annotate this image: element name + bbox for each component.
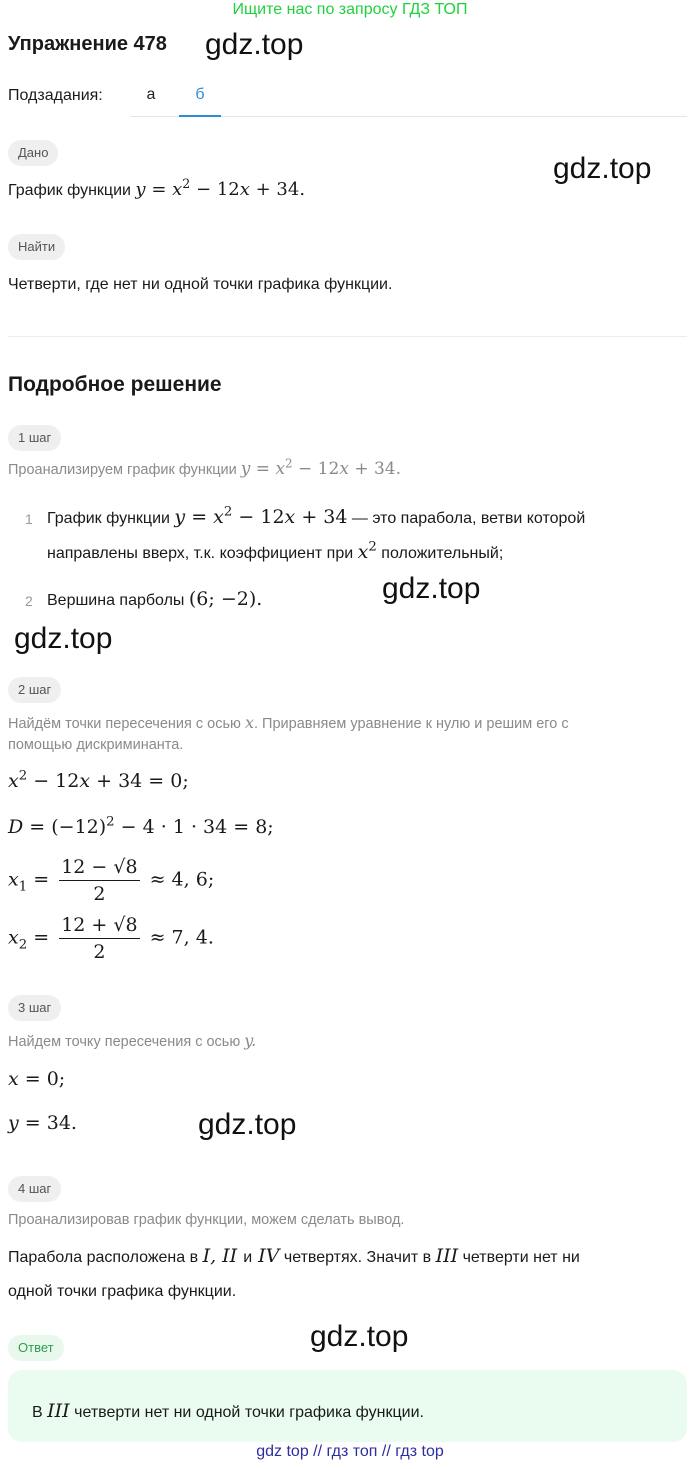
step4-text: Парабола расположена в (8, 1249, 199, 1266)
step1-intro-text: Проанализируем график функции (8, 462, 237, 478)
quarters-list: I, II и IV (202, 1245, 280, 1267)
list-item-number: 2 (25, 593, 33, 609)
bottom-links (0, 1443, 700, 1461)
watermark: gdz.top (205, 28, 304, 61)
bottom-link[interactable]: gdz top (256, 1443, 309, 1460)
find-text: Четверти, где нет ни одной точки графика функции. (8, 276, 393, 293)
step1-item1-text: — это парабола, ветви которой (351, 510, 586, 527)
step4-pill: 4 шаг (8, 1176, 61, 1202)
watermark: gdz.top (382, 572, 481, 605)
watermark: gdz.top (553, 152, 652, 185)
step3-intro-text: Найдем точку пересечения с осью (8, 1034, 241, 1050)
step1-item2-text: Вершина парболы (47, 592, 185, 609)
watermark: gdz.top (198, 1108, 297, 1141)
step2-intro-line1 (8, 713, 569, 732)
given-pill: Дано (8, 140, 58, 166)
subtasks-label: Подзадания: (8, 87, 103, 104)
step1-item2 (47, 588, 262, 610)
answer-text-part: четверти нет ни одной точки графика функции. (74, 1404, 424, 1421)
link-separator: // (381, 1443, 391, 1460)
list-item-number: 1 (25, 511, 33, 527)
step1-intro (8, 456, 401, 479)
answer-text-part: В (32, 1404, 43, 1421)
step4-intro: Проанализировав график функции, можем сделать вывод. (8, 1212, 405, 1228)
step4-text: четверти нет ни (462, 1249, 580, 1266)
x-axis-var: x (244, 713, 254, 732)
step2-intro-text: Найдём точки пересечения с осью (8, 716, 241, 732)
step2-intro-line2: помощью дискриминанта. (8, 737, 184, 753)
step1-pill: 1 шаг (8, 425, 61, 451)
step2-pill: 2 шаг (8, 677, 61, 703)
equation-line: $x^2 - 12x + 34 = 0$; (8, 768, 189, 792)
step1-item1-text: положительный; (381, 545, 504, 562)
tab-subtask-b[interactable]: б (179, 76, 221, 117)
step3-intro (8, 1031, 256, 1050)
page-title: Упражнение 478 (8, 33, 167, 55)
answer-box (8, 1370, 687, 1442)
step1-item1-line2 (47, 541, 503, 563)
step1-item1-line1 (47, 506, 585, 528)
given-label: График функции (8, 182, 131, 199)
discriminant-line: $D = (-12)^2 - 4 \cdot 1 \cdot 34 = 8$; (8, 814, 274, 838)
function-formula: $y = x^2 - 12x + 34$. (135, 176, 306, 200)
find-pill: Найти (8, 234, 65, 260)
y-axis-var: y. (244, 1031, 257, 1050)
watermark: gdz.top (14, 622, 113, 655)
root2-line: $x_2$ = $\frac{12 + √8}{2}$ ≈ 7, 4. (8, 914, 214, 963)
step3-pill: 3 шаг (8, 995, 61, 1021)
divider (8, 336, 687, 337)
step1-item1-formula: $y = x^2 - 12x + 34$ (174, 504, 348, 528)
quarter-three: III (47, 1400, 70, 1422)
answer-pill: Ответ (8, 1335, 64, 1361)
watermark: gdz.top (310, 1320, 409, 1353)
y-value-line: y = 34. (8, 1112, 77, 1134)
quarter-three: III (435, 1245, 459, 1267)
step4-text: четвертях. Значит в (283, 1249, 432, 1266)
top-banner[interactable]: Ищите нас по запросу ГДЗ ТОП (232, 1, 468, 18)
step1-item1-text: График функции (47, 510, 170, 527)
x-zero-line: x = 0; (8, 1068, 66, 1090)
bottom-link[interactable]: гдз top (395, 1443, 444, 1460)
root1-line: $x_1$ = $\frac{12 - √8}{2}$ ≈ 4, 6; (8, 856, 215, 905)
given-text (8, 176, 306, 200)
x-squared: $x^2$ (357, 539, 377, 563)
step2-intro-text: . Приравняем уравнение к нулю и решим его с (253, 716, 569, 732)
bottom-link[interactable]: гдз топ (326, 1443, 378, 1460)
step4-text-line1 (8, 1245, 580, 1267)
link-separator: // (313, 1443, 323, 1460)
subtask-tabs (130, 76, 687, 117)
answer-text (32, 1400, 424, 1422)
step4-text-line2: одной точки графика функции. (8, 1283, 237, 1300)
step1-item1-text: направлены вверх, т.к. коэффициент при (47, 545, 354, 562)
solution-title: Подробное решение (8, 373, 222, 396)
step1-formula: $y = x^2 - 12x + 34$. (240, 456, 401, 479)
vertex-coords: (6; −2). (188, 588, 263, 610)
tab-subtask-a[interactable]: а (146, 86, 156, 103)
